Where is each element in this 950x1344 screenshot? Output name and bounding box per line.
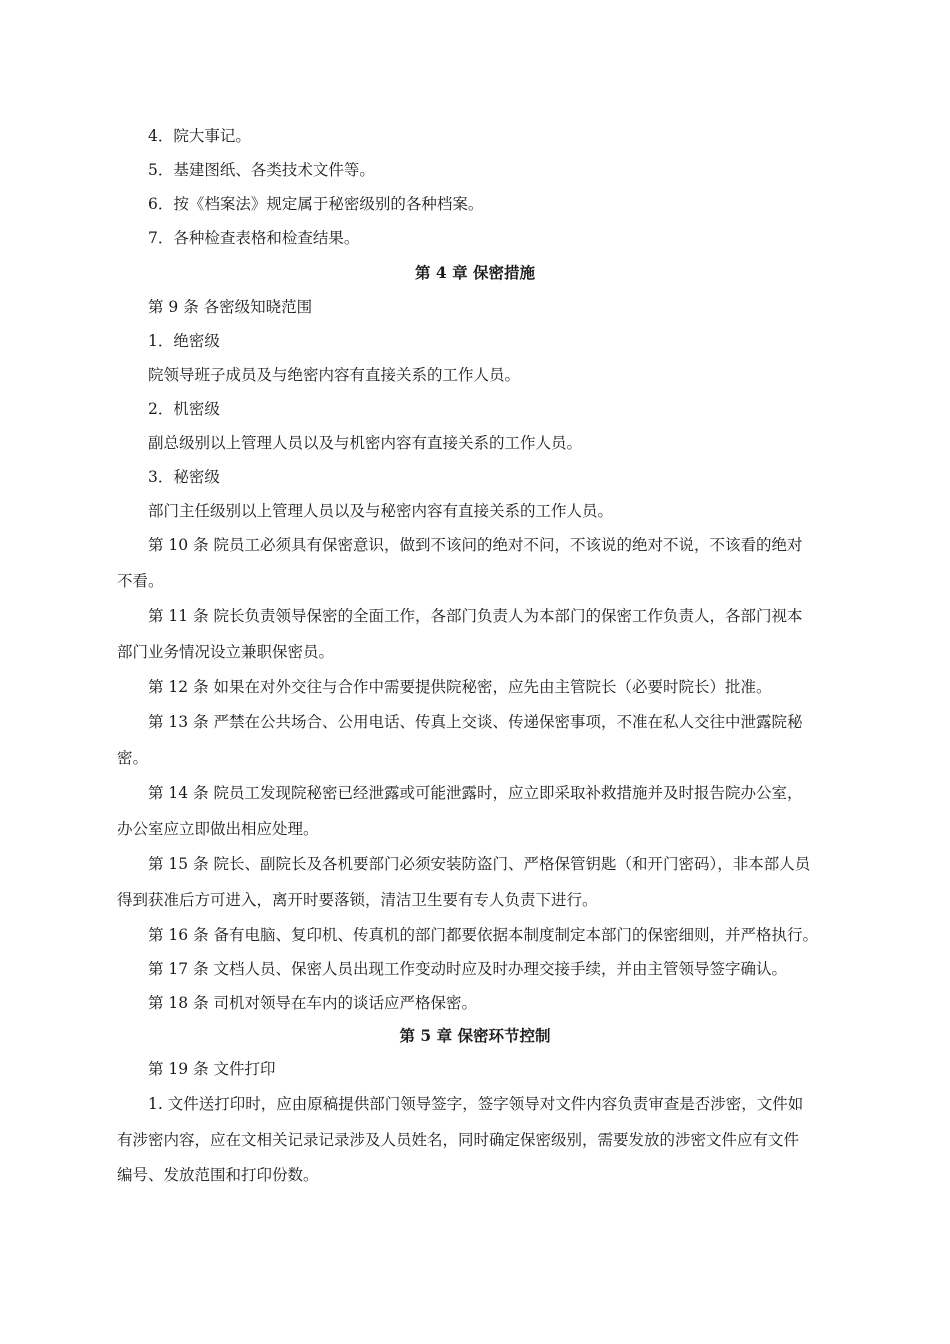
- list-item: 4．院大事记。: [148, 127, 251, 145]
- paragraph-line: 部门业务情况设立兼职保密员。: [117, 643, 335, 661]
- list-item: 6．按《档案法》规定属于秘密级别的各种档案。: [148, 195, 484, 213]
- article-paragraph: 1. 文件送打印时，应由原稿提供部门领导签字，签字领导对文件内容负责审查是否涉密，文件如: [148, 1095, 804, 1113]
- article-paragraph: 第 14 条 院员工发现院秘密已经泄露或可能泄露时，应立即采取补救措施并及时报告院办公室，: [148, 784, 803, 802]
- paragraph-line: 密。: [117, 749, 149, 767]
- paragraph-line: 办公室应立即做出相应处理。: [117, 820, 319, 838]
- list-item: 3．秘密级: [148, 468, 220, 486]
- article-paragraph: 第 10 条 院员工必须具有保密意识，做到不该问的绝对不问，不该说的绝对不说，不该看的绝对: [148, 536, 803, 554]
- paragraph-line: 部门主任级别以上管理人员以及与秘密内容有直接关系的工作人员。: [148, 502, 614, 520]
- paragraph-line: 编号、发放范围和打印份数。: [117, 1166, 319, 1184]
- article-paragraph: 第 16 条 备有电脑、复印机、传真机的部门都要依据本制度制定本部门的保密细则，并严格执行。: [148, 926, 819, 944]
- article-title: 第 19 条 文件打印: [148, 1060, 276, 1078]
- article-title: 第 9 条 各密级知晓范围: [148, 298, 313, 316]
- paragraph-line: 院领导班子成员及与绝密内容有直接关系的工作人员。: [148, 366, 521, 384]
- paragraph-line: 得到获准后方可进入，离开时要落锁，清洁卫生要有专人负责下进行。: [117, 891, 598, 909]
- article-paragraph: 第 18 条 司机对领导在车内的谈话应严格保密。: [148, 994, 478, 1012]
- paragraph-line: 有涉密内容，应在文相关记录记录涉及人员姓名，同时确定保密级别，需要发放的涉密文件应有文件: [117, 1131, 800, 1149]
- article-paragraph: 第 12 条 如果在对外交往与合作中需要提供院秘密，应先由主管院长（必要时院长）批准。: [148, 678, 772, 696]
- paragraph-line: 副总级别以上管理人员以及与机密内容有直接关系的工作人员。: [148, 434, 583, 452]
- list-item: 2．机密级: [148, 400, 220, 418]
- list-item: 5．基建图纸、各类技术文件等。: [148, 161, 375, 179]
- article-paragraph: 第 11 条 院长负责领导保密的全面工作，各部门负责人为本部门的保密工作负责人，各部门视本: [148, 607, 803, 625]
- chapter-heading: 第 4 章 保密措施: [415, 263, 535, 282]
- article-paragraph: 第 17 条 文档人员、保密人员出现工作变动时应及时办理交接手续，并由主管领导签字确认。: [148, 960, 788, 978]
- paragraph-line: 不看。: [117, 572, 164, 590]
- list-item: 7．各种检查表格和检查结果。: [148, 229, 360, 247]
- article-paragraph: 第 15 条 院长、副院长及各机要部门必须安装防盗门、严格保管钥匙（和开门密码），非本部人员: [148, 855, 811, 873]
- article-paragraph: 第 13 条 严禁在公共场合、公用电话、传真上交谈、传递保密事项，不准在私人交往中泄露院秘: [148, 713, 803, 731]
- list-item: 1．绝密级: [148, 332, 220, 350]
- chapter-heading: 第 5 章 保密环节控制: [399, 1026, 551, 1045]
